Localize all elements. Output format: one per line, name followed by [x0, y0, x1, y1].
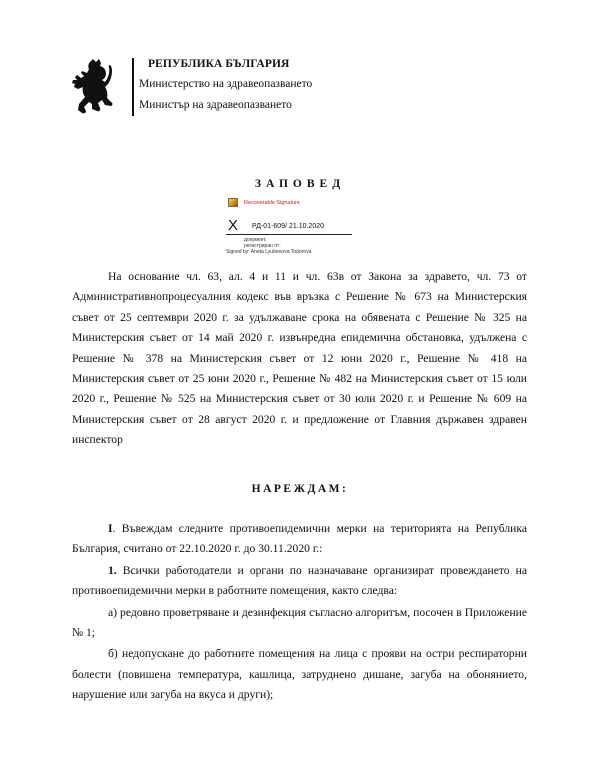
signature-header: [228, 198, 300, 207]
measures-section: [72, 519, 527, 707]
decree-heading: НАРЕЖДАМ:: [251, 483, 349, 495]
lion-emblem-icon: [68, 58, 116, 116]
signature-image-icon: [228, 198, 238, 207]
preamble-text: На основание чл. 63, ал. 4 и 11 и чл. 63в от Закона за здравето, чл. 73 от Административнопроцесуалния кодекс във връзка с Решение № 673 на Министерския съвет от 25 септември 2020 г. за удължаване срока на обявената с Решение № 325 на Министерския съвет от 14 май 2020 г. извънредна епидемична обстановка, удължена с Решение № 378 на Министерския съвет от 12 юни 2020 г., Решение № 418 на Министерския съвет от 25 юни 2020 г., Решение № 482 на Министерския съвет от 15 юли 2020 г., Решение № 525 на Министерския съвет от 30 юли 2020 г. и Решение № 609 на Министерския съвет от 28 август 2020 г. и предложение от Главния държавен здравен инспектор: [72, 270, 527, 447]
signature-note-2: регистриран от:: [244, 243, 281, 249]
ministry-name: Министерство на здравеопазването: [139, 78, 313, 90]
item-a: а) редовно проветряване и дезинфекция съгласно алгоритъм, посочен в Приложение № 1;: [72, 605, 527, 640]
item-1-text: Всички работодатели и органи по назначаване организират провеждането на противоепидемични мерки в работните помещения, както следва:: [72, 563, 527, 598]
minister-title: Министър на здравеопазването: [139, 99, 292, 111]
letterhead: [68, 58, 548, 118]
signed-by: Signed by: Aneta Lyubenova Todorova: [226, 249, 312, 255]
signature-line: [226, 234, 352, 235]
item-1: [72, 561, 527, 602]
header-divider: [132, 58, 134, 116]
section-i: [72, 519, 527, 560]
item-b: б) недопускане до работните помещения на лица с прояви на остри респираторни болести (повишена температура, кашлица, затруднено дишане, загуба на обонянието, нарушение или загуба на вкуса и други);: [72, 647, 527, 702]
country-name: РЕПУБЛИКА БЪЛГАРИЯ: [148, 58, 290, 70]
signature-mark: X: [228, 217, 239, 234]
document-title: ЗАПОВЕД: [254, 178, 346, 190]
section-i-text: . Въвеждам следните противоепидемични мерки на територията на Република България, считано от 22.10.2020 г. до 30.11.2020 г.:: [72, 522, 527, 556]
item-1-marker: 1.: [108, 563, 117, 577]
signature-label: Recoverable Signature: [244, 199, 300, 206]
preamble-section: [72, 267, 527, 451]
section-i-marker: I: [108, 522, 113, 535]
registration-number: РД-01-609/ 21.10.2020: [252, 223, 324, 230]
signature-note-1: документ,: [244, 237, 267, 243]
digital-signature-block[interactable]: [226, 198, 356, 258]
